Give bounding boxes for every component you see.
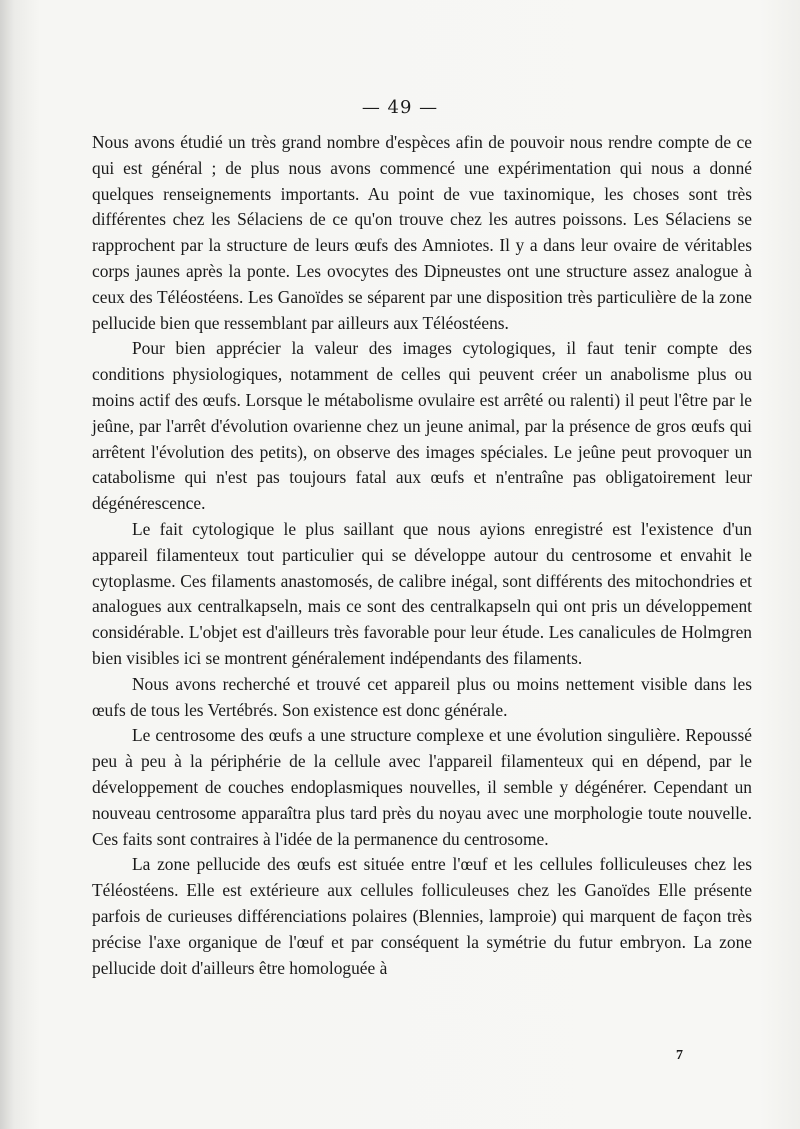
page-number: — 49 —	[361, 97, 439, 118]
paragraph-1: Nous avons étudié un très grand nombre d'espèces afin de pouvoir nous rendre compte de ce qui est général ; de plus nous avons commencé une expérimentation qui nous a donné quelques renseignements importants. Au point de vue taxinomique, les choses sont très différentes chez les Sélaciens de ce qu'on trouve chez les autres poissons. Les Sélaciens se rapprochent par la structure de leurs œufs des Amniotes. Il y a dans leur ovaire de véritables corps jaunes après la ponte. Les ovocytes des Dipneustes ont une structure assez analogue à ceux des Téléostéens. Les Ganoïdes se séparent par une disposition très particulière de la zone pellucide bien que ressemblant par ailleurs aux Téléostéens.	[92, 132, 752, 333]
body-text	[92, 130, 752, 981]
paragraph-6: La zone pellucide des œufs est située entre l'œuf et les cellules folliculeuses chez les Téléostéens. Elle est extérieure aux cellules folliculeuses chez les Ganoïdes Elle présente parfois de curieuses différenciations polaires (Blennies, lamproie) qui marquent de façon très précise l'axe organique de l'œuf et par conséquent la symétrie du futur embryon. La zone pellucide doit d'ailleurs être homologuée à	[92, 854, 752, 978]
signature-mark: 7	[676, 1048, 683, 1063]
paragraph-5: Le centrosome des œufs a une structure complexe et une évolution singulière. Repoussé peu à peu à la périphérie de la cellule avec l'appareil filamenteux qui en dépend, par le développement de couches endoplasmiques nouvelles, il semble y dégénérer. Cependant un nouveau centrosome apparaîtra plus tard près du noyau avec une morphologie toute nouvelle. Ces faits sont contraires à l'idée de la permanence du centrosome.	[92, 725, 752, 849]
paragraph-3: Le fait cytologique le plus saillant que nous ayions enregistré est l'existence d'un appareil filamenteux tout particulier qui se développe autour du centrosome et envahit le cytoplasme. Ces filaments anastomosés, de calibre inégal, sont différents des mitochondries et analogues aux centralkapseln, mais ce sont des centralkapseln qui ont pris un développement considérable. L'objet est d'ailleurs très favorable pour leur étude. Les canalicules de Holmgren bien visibles ici se montrent généralement indépendants des filaments.	[92, 518, 752, 668]
paragraph-2: Pour bien apprécier la valeur des images cytologiques, il faut tenir compte des conditions physiologiques, notamment de celles qui peuvent créer un anabolisme plus ou moins actif des œufs. Lorsque le métabolisme ovulaire est arrêté ou ralenti) il peut l'être par le jeûne, par l'arrêt d'évolution ovarienne chez un jeune animal, par la présence de gros œufs qui arrêtent l'évolution des petits), on observe des images spéciales. Le jeûne peut provoquer un catabolisme qui n'est pas toujours fatal aux œufs et n'entraîne pas obligatoirement leur dégénérescence.	[92, 338, 752, 514]
paragraph-4: Nous avons recherché et trouvé cet appareil plus ou moins nettement visible dans les œufs de tous les Vertébrés. Son existence est donc générale.	[92, 673, 752, 720]
